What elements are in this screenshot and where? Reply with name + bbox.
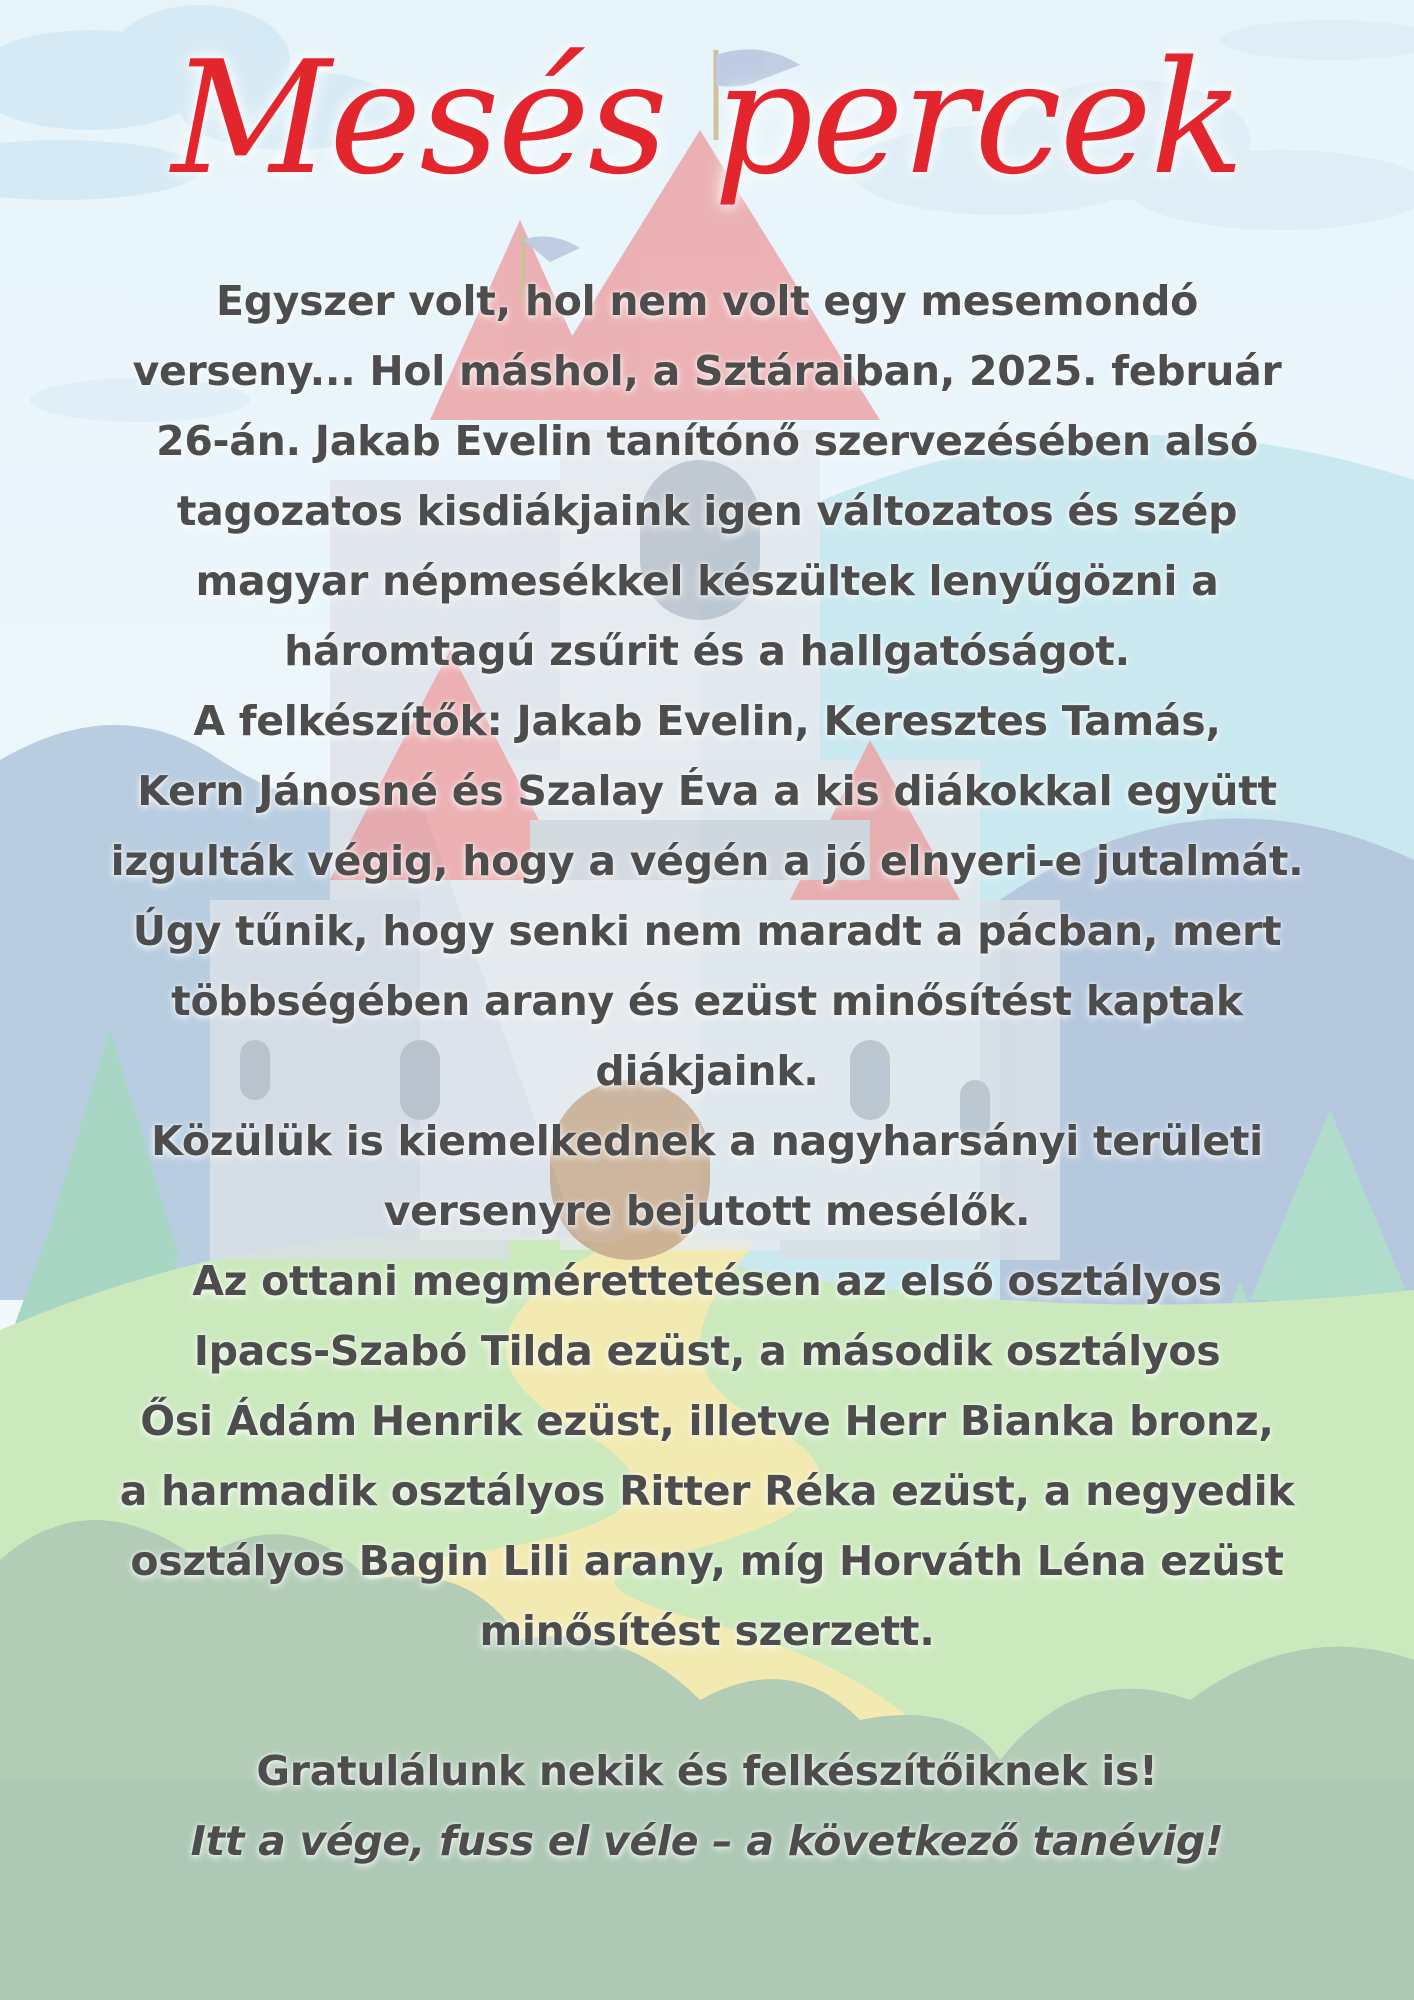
paragraph-3-line: versenyre bejutott mesélők. xyxy=(383,1187,1031,1235)
page-title: Mesés percek xyxy=(171,27,1243,209)
paragraph-2-line: Kern Jánosné és Szalay Éva a kis diákokkal együtt xyxy=(137,767,1277,815)
paragraph-2-line: többségében arany és ezüst minősítést kaptak xyxy=(171,977,1243,1025)
paragraph-2-line: A felkészítők: Jakab Evelin, Keresztes Tamás, xyxy=(193,697,1221,745)
paragraph-4-line: minősítést szerzett. xyxy=(479,1607,935,1655)
article-body xyxy=(40,266,1374,1876)
paragraph-2-line: diákjaink. xyxy=(595,1047,819,1095)
closing-line: Itt a vége, fuss el véle – a következő tanévig! xyxy=(190,1817,1224,1865)
paragraph-3-line: Közülük is kiemelkednek a nagyharsányi területi xyxy=(151,1117,1263,1165)
congratulations-line: Gratulálunk nekik és felkészítőiknek is! xyxy=(256,1747,1158,1795)
paragraph-1-line: tagozatos kisdiákjaink igen változatos és szép xyxy=(176,487,1238,535)
paragraph-4-line: a harmadik osztályos Ritter Réka ezüst, a negyedik xyxy=(119,1467,1295,1515)
paragraph-1-line: verseny... Hol máshol, a Sztáraiban, 2025. február xyxy=(132,347,1282,395)
paragraph-1-line: magyar népmesékkel készültek lenyűgözni a xyxy=(195,557,1219,605)
paragraph-4-line: Ipacs-Szabó Tilda ezüst, a második osztályos xyxy=(193,1327,1221,1375)
paragraph-2-line: izgulták végig, hogy a végén a jó elnyeri-e jutalmát. xyxy=(110,837,1304,885)
spacer xyxy=(40,1666,1374,1736)
paragraph-1-line: háromtagú zsűrit és a hallgatóságot. xyxy=(284,627,1130,675)
paragraph-4-line: osztályos Bagin Lili arany, míg Horváth Léna ezüst xyxy=(130,1537,1284,1585)
paragraph-4-line: Ősi Ádám Henrik ezüst, illetve Herr Bianka bronz, xyxy=(140,1397,1274,1445)
paragraph-4-line: Az ottani megmérettetésen az első osztályos xyxy=(192,1257,1222,1305)
paragraph-1-line: 26-án. Jakab Evelin tanítónő szervezésében alsó xyxy=(156,417,1258,465)
paragraph-2-line: Úgy tűnik, hogy senki nem maradt a pácban, mert xyxy=(132,907,1282,955)
paragraph-1-line: Egyszer volt, hol nem volt egy mesemondó xyxy=(215,277,1199,325)
